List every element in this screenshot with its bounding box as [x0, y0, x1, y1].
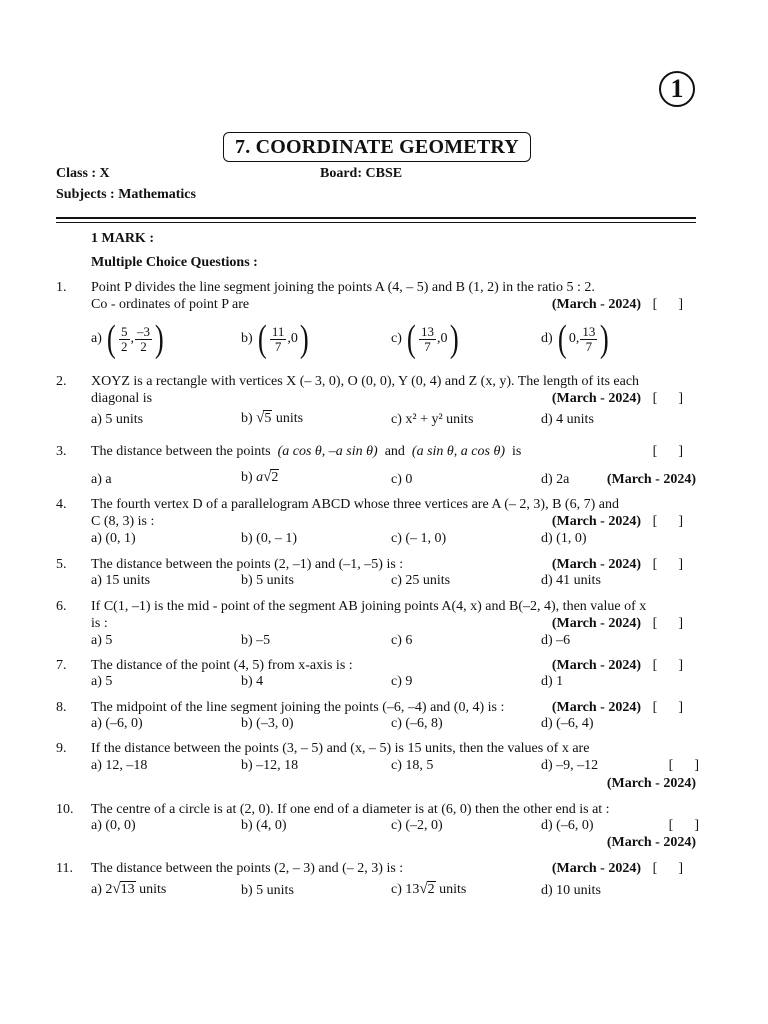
fraction: $\frac{5}{2}$	[121, 323, 128, 354]
option-a: a) 2 √ 13 units	[91, 881, 167, 897]
option-b: b) –5	[241, 633, 271, 648]
option-d: d) ( 0 , $\frac{13}{7}$ )	[541, 318, 610, 360]
option-c: c) x² + y² units	[391, 412, 474, 427]
question-number: 3.	[56, 444, 67, 459]
exam-tag: (March - 2024)	[606, 776, 696, 791]
question-7	[56, 657, 696, 675]
question-text-cont: is :	[91, 616, 108, 631]
option-c: c) 0	[391, 472, 413, 487]
question-text-cont: diagonal is	[91, 391, 153, 406]
exam-tag: (March - 2024)	[551, 297, 641, 312]
option-d: d) (–6, 0)	[541, 818, 594, 833]
option-d: d) –9, –12	[541, 758, 599, 773]
answer-bracket: [ ]	[652, 514, 683, 529]
option-label: a)	[91, 331, 102, 347]
option-b: b) 5 units	[241, 573, 294, 588]
question-5	[56, 556, 696, 574]
option-d: d) 10 units	[541, 883, 601, 898]
sqrt-symbol: √ 2	[419, 881, 435, 897]
point-expression-2: (a sin θ, a cos θ)	[411, 444, 505, 459]
answer-bracket: [ ]	[652, 616, 683, 631]
option-c: c) (–6, 8)	[391, 716, 443, 731]
option-c: c) 18, 5	[391, 758, 434, 773]
option-d: d) 41 units	[541, 573, 601, 588]
question-9	[56, 740, 696, 758]
fraction: $\frac{13}{7}$	[582, 323, 596, 354]
question-10	[56, 801, 696, 819]
answer-bracket: [ ]	[668, 758, 699, 773]
option-d: d) (–6, 4)	[541, 716, 594, 731]
question-number: 2.	[56, 374, 67, 389]
question-number: 5.	[56, 557, 67, 572]
option-d: d) 2a	[541, 472, 570, 487]
option-label: c)	[391, 331, 402, 347]
option-a: a) ( $\frac{5}{2}$ , $\frac{-3}{2}$ )	[91, 318, 164, 360]
section-marks: 1 MARK :	[91, 231, 154, 246]
option-b: b) a √ 2	[241, 469, 279, 485]
option-c: c) 25 units	[391, 573, 451, 588]
fraction: $\frac{11}{7}$	[271, 323, 285, 354]
option-label: b)	[241, 331, 253, 347]
answer-bracket: [ ]	[652, 444, 683, 459]
question-11	[56, 860, 696, 878]
exam-tag: (March - 2024)	[606, 472, 696, 487]
option-b: b) ( $\frac{11}{7}$ , 0 )	[241, 318, 309, 360]
question-text-cont: C (8, 3) is :	[91, 514, 155, 529]
question-3	[56, 443, 696, 461]
option-b: b) √ 5 units	[241, 410, 304, 426]
option-d: d) (1, 0)	[541, 531, 587, 546]
exam-tag: (March - 2024)	[551, 391, 641, 406]
board-label: Board: CBSE	[320, 166, 403, 181]
answer-bracket: [ ]	[652, 861, 683, 876]
question-text: The distance between the points (a cos θ, –a sin θ) and (a sin θ, a cos θ) is	[91, 444, 522, 459]
page-number: 1	[659, 71, 695, 107]
class-label: Class : X	[56, 166, 110, 181]
exam-tag: (March - 2024)	[551, 616, 641, 631]
option-a: a) 5 units	[91, 412, 144, 427]
question-text: The distance between the points (2, –1) and (–1, –5) is :	[91, 557, 404, 572]
question-number: 6.	[56, 599, 67, 614]
option-a: a) 5	[91, 633, 113, 648]
question-text: The fourth vertex D of a parallelogram ABCD whose three vertices are A (– 2, 3), B (6, 7) and	[91, 497, 619, 512]
question-text: If the distance between the points (3, – 5) and (x, – 5) is 15 units, then the values of x are	[91, 741, 590, 756]
answer-bracket: [ ]	[652, 658, 683, 673]
option-c: c) 6	[391, 633, 413, 648]
question-text: The distance of the point (4, 5) from x-axis is :	[91, 658, 353, 673]
option-b: b) 5 units	[241, 883, 294, 898]
question-number: 7.	[56, 658, 67, 673]
sqrt-symbol: √ 5	[256, 410, 272, 426]
fraction: $\frac{-3}{2}$	[137, 323, 151, 354]
section-type: Multiple Choice Questions :	[91, 255, 258, 270]
question-2	[56, 373, 696, 409]
question-8	[56, 699, 696, 717]
question-4	[56, 496, 696, 532]
option-b: b) –12, 18	[241, 758, 299, 773]
question-text: The midpoint of the line segment joining the points (–6, –4) and (0, 4) is :	[91, 700, 505, 715]
option-a: a) a	[91, 472, 112, 487]
exam-tag: (March - 2024)	[606, 835, 696, 850]
sqrt-symbol: √ 13	[112, 881, 135, 897]
exam-tag: (March - 2024)	[551, 514, 641, 529]
option-a: a) (0, 1)	[91, 531, 136, 546]
question-number: 9.	[56, 741, 67, 756]
option-a: a) 12, –18	[91, 758, 148, 773]
question-number: 4.	[56, 497, 67, 512]
question-text: Point P divides the line segment joining the points A (4, – 5) and B (1, 2) in the ratio 5 : 2.	[91, 280, 595, 295]
option-a: a) 5	[91, 674, 113, 689]
question-text: The centre of a circle is at (2, 0). If one end of a diameter is at (6, 0) then the other end is at :	[91, 802, 610, 817]
header-divider-thin	[56, 222, 696, 223]
answer-bracket: [ ]	[652, 557, 683, 572]
subjects-label: Subjects : Mathematics	[56, 187, 196, 202]
header-divider	[56, 217, 696, 219]
exam-tag: (March - 2024)	[551, 658, 641, 673]
option-c: c) 9	[391, 674, 413, 689]
option-d: d) 1	[541, 674, 564, 689]
question-text: XOYZ is a rectangle with vertices X (– 3, 0), O (0, 0), Y (0, 4) and Z (x, y). The length of its each	[91, 374, 640, 389]
question-text: The distance between the points (2, – 3) and (– 2, 3) is :	[91, 861, 404, 876]
fraction: $\frac{13}{7}$	[421, 323, 435, 354]
answer-bracket: [ ]	[668, 818, 699, 833]
option-b: b) (–3, 0)	[241, 716, 294, 731]
question-6	[56, 598, 696, 634]
question-number: 10.	[56, 802, 74, 817]
question-number: 11.	[56, 861, 73, 876]
option-label: d)	[541, 331, 553, 347]
option-c: c) 13 √ 2 units	[391, 881, 467, 897]
option-b: b) (0, – 1)	[241, 531, 297, 546]
exam-tag: (March - 2024)	[551, 557, 641, 572]
question-text: If C(1, –1) is the mid - point of the segment AB joining points A(4, x) and B(–2, 4), then value of x	[91, 599, 647, 614]
option-c: c) (– 1, 0)	[391, 531, 447, 546]
option-b: b) 4	[241, 674, 264, 689]
exam-tag: (March - 2024)	[551, 861, 641, 876]
answer-bracket: [ ]	[652, 297, 683, 312]
option-a: a) 15 units	[91, 573, 151, 588]
question-number: 1.	[56, 280, 67, 295]
exam-tag: (March - 2024)	[551, 700, 641, 715]
option-c: c) (–2, 0)	[391, 818, 443, 833]
option-d: d) –6	[541, 633, 571, 648]
point-expression-1: (a cos θ, –a sin θ)	[277, 444, 378, 459]
option-a: a) (0, 0)	[91, 818, 136, 833]
option-c: c) ( $\frac{13}{7}$ , 0 )	[391, 318, 459, 360]
question-number: 8.	[56, 700, 67, 715]
option-d: d) 4 units	[541, 412, 594, 427]
chapter-title: 7. COORDINATE GEOMETRY	[223, 132, 531, 162]
question-text-cont: Co - ordinates of point P are	[91, 297, 250, 312]
option-b: b) (4, 0)	[241, 818, 287, 833]
sqrt-symbol: √ 2	[263, 469, 279, 485]
answer-bracket: [ ]	[652, 700, 683, 715]
answer-bracket: [ ]	[652, 391, 683, 406]
option-a: a) (–6, 0)	[91, 716, 143, 731]
